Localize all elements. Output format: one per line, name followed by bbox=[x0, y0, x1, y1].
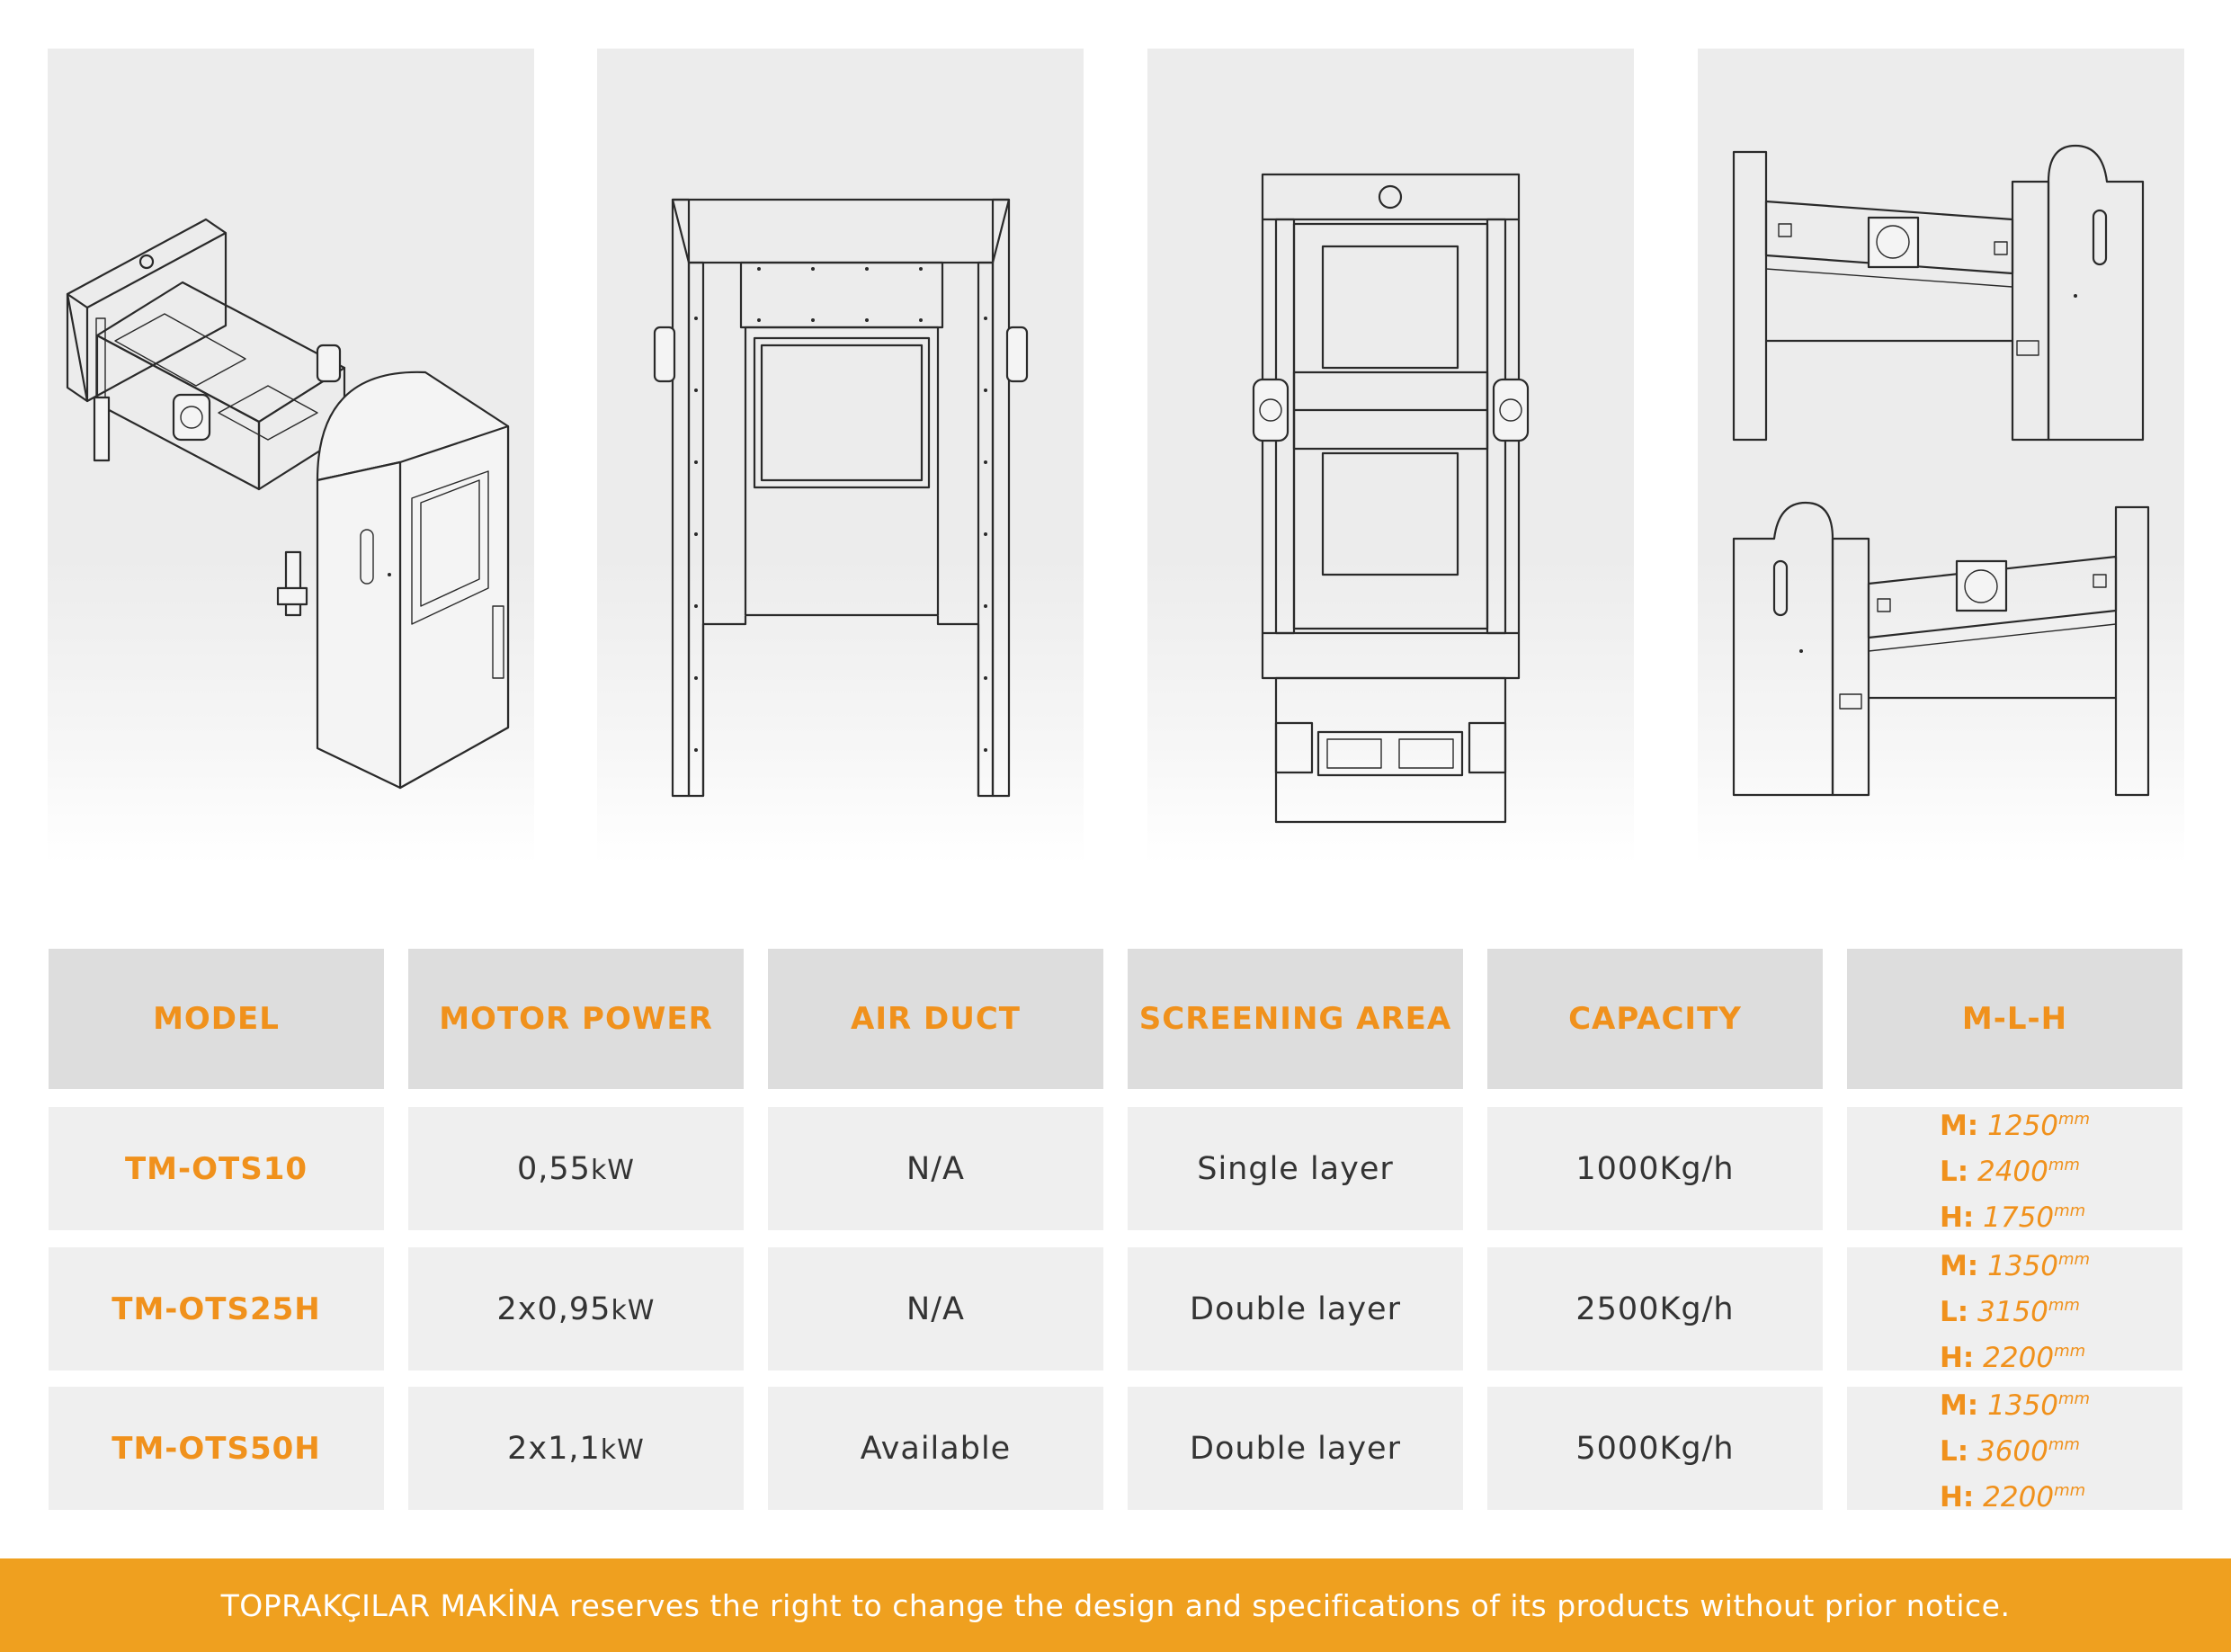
air-duct-value: N/A bbox=[906, 1150, 965, 1187]
side-drawing bbox=[1698, 49, 2184, 864]
dimension-m: M: $1350^{mm}$ bbox=[1939, 1389, 2091, 1422]
model-name: TM-OTS50H bbox=[112, 1430, 321, 1467]
motor-power-unit: kW bbox=[600, 1433, 645, 1466]
header-motor-power-label: MOTOR POWER bbox=[439, 1001, 713, 1037]
dimension-h: H: $2200^{mm}$ bbox=[1939, 1481, 2086, 1514]
header-capacity-label: CAPACITY bbox=[1568, 1001, 1742, 1037]
header-model-label: MODEL bbox=[153, 1001, 280, 1037]
table-row-capacity bbox=[1487, 1387, 1823, 1510]
capacity-value: 5000Kg/h bbox=[1575, 1430, 1735, 1467]
table-row-dimensions bbox=[1847, 1247, 2182, 1374]
footer-notice: TOPRAKÇILAR MAKİNA reserves the right to change the design and specifications of its products without prior notice. bbox=[220, 1587, 2011, 1623]
dimension-l: L: $3150^{mm}$ bbox=[1939, 1296, 2080, 1328]
dimension-m: M: $1350^{mm}$ bbox=[1939, 1250, 2091, 1282]
model-name: TM-OTS25H bbox=[112, 1290, 321, 1327]
dimensions-list bbox=[1940, 1380, 2090, 1517]
table-row-air-duct bbox=[768, 1107, 1103, 1230]
table-row-capacity bbox=[1487, 1247, 1823, 1371]
side-views-panel bbox=[1698, 49, 2184, 864]
capacity-value: 1000Kg/h bbox=[1575, 1150, 1735, 1187]
header-air-duct bbox=[768, 949, 1103, 1089]
air-duct-value: N/A bbox=[906, 1290, 965, 1327]
front-drawing bbox=[597, 49, 1084, 864]
table-row-air-duct bbox=[768, 1247, 1103, 1371]
header-dimensions bbox=[1847, 949, 2182, 1089]
table-row-motor-power bbox=[408, 1387, 744, 1510]
capacity-value: 2500Kg/h bbox=[1575, 1290, 1735, 1327]
motor-power-value: 2x0,95 bbox=[496, 1290, 611, 1327]
screening-area-value: Double layer bbox=[1190, 1290, 1401, 1327]
top-view-panel bbox=[1147, 49, 1634, 864]
isometric-drawing bbox=[48, 49, 534, 864]
motor-power-value: 2x1,1 bbox=[507, 1430, 601, 1467]
air-duct-value: Available bbox=[860, 1430, 1012, 1467]
dimension-l: L: $3600^{mm}$ bbox=[1939, 1435, 2080, 1468]
screening-area-value: Double layer bbox=[1190, 1430, 1401, 1467]
header-model bbox=[49, 949, 384, 1089]
header-capacity bbox=[1487, 949, 1823, 1089]
table-row-dimensions bbox=[1847, 1107, 2182, 1234]
table-row-air-duct bbox=[768, 1387, 1103, 1510]
screening-area-value: Single layer bbox=[1197, 1150, 1394, 1187]
front-view-panel bbox=[597, 49, 1084, 864]
table-row-motor-power bbox=[408, 1107, 744, 1230]
dimensions-list bbox=[1940, 1240, 2090, 1378]
table-row-capacity bbox=[1487, 1107, 1823, 1230]
motor-power-unit: kW bbox=[611, 1294, 656, 1326]
isometric-view-panel bbox=[48, 49, 534, 864]
table-row-model bbox=[49, 1107, 384, 1230]
table-row-dimensions bbox=[1847, 1387, 2182, 1514]
header-air-duct-label: AIR DUCT bbox=[851, 1001, 1021, 1037]
dimension-m: M: $1250^{mm}$ bbox=[1939, 1110, 2091, 1142]
table-row-screening-area bbox=[1128, 1387, 1463, 1510]
footer-banner bbox=[0, 1558, 2231, 1652]
table-row-motor-power bbox=[408, 1247, 744, 1371]
dimension-l: L: $2400^{mm}$ bbox=[1939, 1156, 2080, 1188]
dimension-h: H: $2200^{mm}$ bbox=[1939, 1342, 2086, 1374]
header-screening-area bbox=[1128, 949, 1463, 1089]
table-row-model bbox=[49, 1247, 384, 1371]
table-row-model bbox=[49, 1387, 384, 1510]
header-motor-power bbox=[408, 949, 744, 1089]
top-drawing bbox=[1147, 49, 1634, 864]
header-dimensions-label: M-L-H bbox=[1961, 1001, 2068, 1037]
motor-power-unit: kW bbox=[590, 1154, 635, 1186]
model-name: TM-OTS10 bbox=[124, 1150, 308, 1187]
header-screening-area-label: SCREENING AREA bbox=[1138, 1001, 1452, 1037]
table-row-screening-area bbox=[1128, 1107, 1463, 1230]
dimensions-list bbox=[1940, 1100, 2090, 1237]
dimension-h: H: $1750^{mm}$ bbox=[1939, 1201, 2086, 1234]
motor-power-value: 0,55 bbox=[517, 1150, 591, 1187]
table-row-screening-area bbox=[1128, 1247, 1463, 1371]
